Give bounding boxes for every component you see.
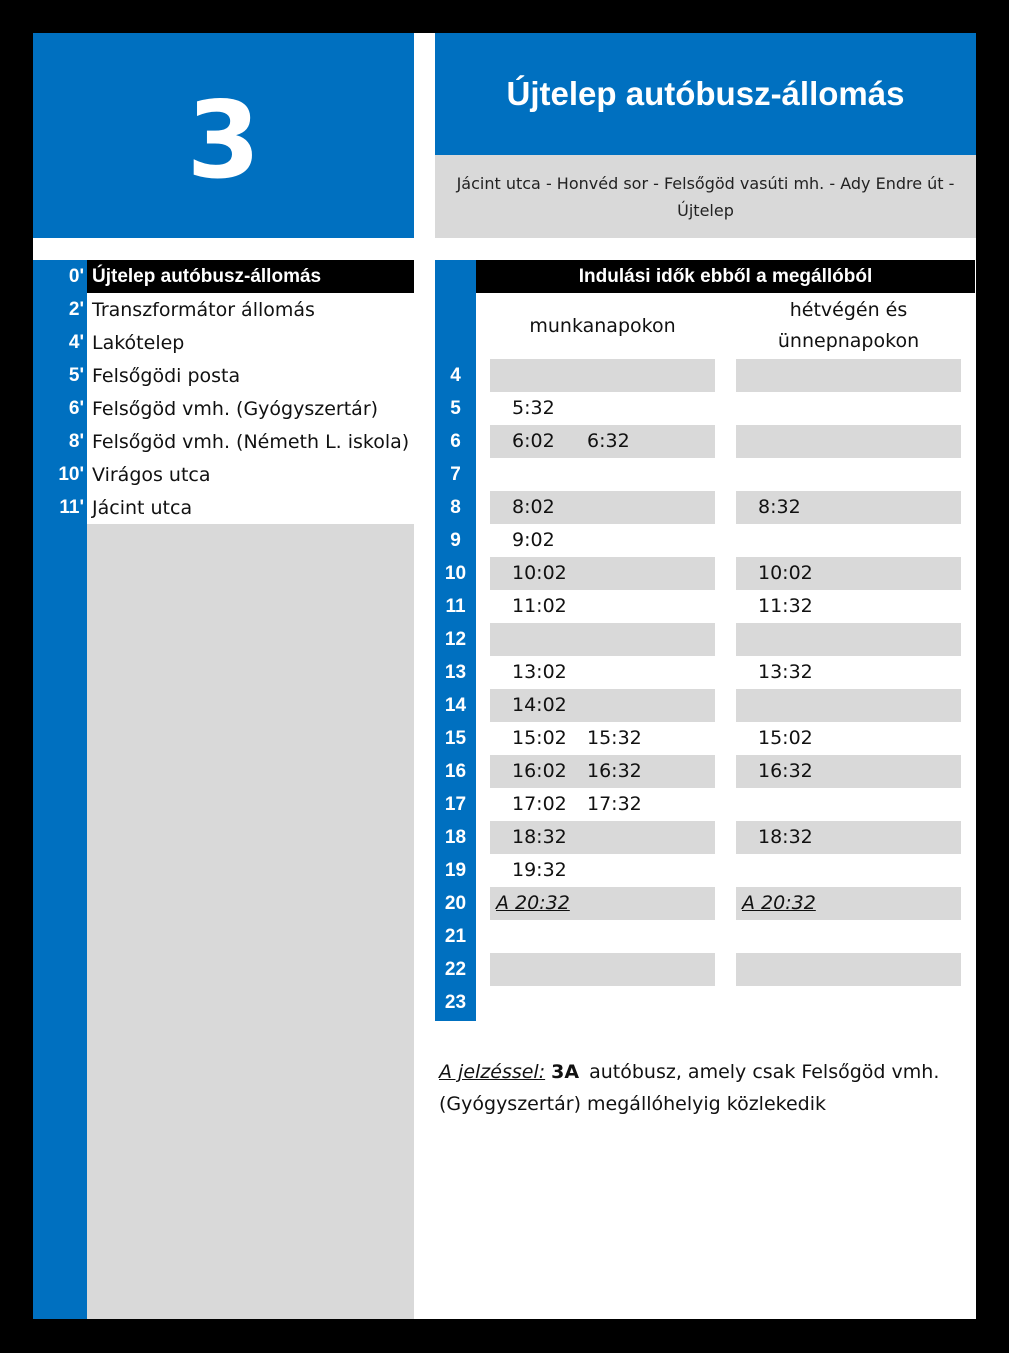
weekend-label-line1: hétvégén és <box>789 299 908 321</box>
timetable-row <box>435 953 975 986</box>
hour-label: 22 <box>444 958 467 980</box>
weekend-cell <box>736 524 961 557</box>
timetable-row <box>435 359 975 392</box>
weekday-cell <box>490 689 715 722</box>
stop-row <box>33 293 414 326</box>
weekend-cell <box>736 359 961 392</box>
weekend-cell <box>736 557 961 590</box>
weekday-cell <box>490 722 715 755</box>
departure-time: 19:32 <box>512 859 567 881</box>
timetable-row <box>435 425 975 458</box>
departure-time: 8:32 <box>758 496 801 518</box>
legend-label: A jelzéssel: <box>439 1061 546 1083</box>
timetable-row <box>435 986 975 1019</box>
terminus-title: Újtelep autóbusz-állomás <box>506 75 905 112</box>
departure-time: 15:02 <box>758 727 813 749</box>
weekday-column-header <box>490 293 715 359</box>
weekend-cell <box>736 887 961 920</box>
departure-time: 15:32 <box>587 727 642 749</box>
stop-name: Felsőgöd vmh. (Gyógyszertár) <box>92 397 379 420</box>
weekend-cell <box>736 623 961 656</box>
departure-time: A 20:32 <box>742 892 816 914</box>
departure-time: 14:02 <box>512 694 567 716</box>
hour-label: 13 <box>444 661 467 683</box>
hour-label: 17 <box>444 793 467 815</box>
hour-label: 20 <box>444 892 467 914</box>
hour-label: 14 <box>444 694 467 716</box>
stops-filler <box>87 524 414 1319</box>
timetable-row <box>435 689 975 722</box>
hour-label: 12 <box>444 628 467 650</box>
weekend-cell <box>736 821 961 854</box>
timetable-row <box>435 854 975 887</box>
departure-time: 17:32 <box>587 793 642 815</box>
weekday-cell <box>490 359 715 392</box>
timetable-row <box>435 590 975 623</box>
timetable-row <box>435 887 975 920</box>
weekend-cell <box>736 689 961 722</box>
stop-name: Transzformátor állomás <box>92 298 315 321</box>
stop-name: Újtelep autóbusz-állomás <box>92 265 322 287</box>
departure-time: 10:02 <box>512 562 567 584</box>
departure-time: 9:02 <box>512 529 555 551</box>
timetable-row <box>435 623 975 656</box>
weekday-cell <box>490 590 715 623</box>
timetable-row <box>435 656 975 689</box>
weekend-cell <box>736 656 961 689</box>
departure-time: 11:32 <box>758 595 813 617</box>
hour-label: 4 <box>450 364 461 386</box>
stop-row <box>33 458 414 491</box>
weekend-cell <box>736 425 961 458</box>
route-number: 3 <box>186 79 261 202</box>
timetable-row <box>435 920 975 953</box>
weekday-cell <box>490 557 715 590</box>
stop-minutes: 6' <box>68 397 84 419</box>
departure-time: 17:02 <box>512 793 567 815</box>
stop-name: Felsőgödi posta <box>92 364 241 387</box>
legend-bus: 3A <box>551 1061 580 1083</box>
departure-time: 13:02 <box>512 661 567 683</box>
weekday-cell <box>490 656 715 689</box>
weekday-cell <box>490 623 715 656</box>
stop-minutes: 10' <box>58 463 84 485</box>
weekday-cell <box>490 821 715 854</box>
timetable-row <box>435 458 975 491</box>
departure-time: 18:32 <box>512 826 567 848</box>
departure-time: 5:32 <box>512 397 555 419</box>
hour-label: 10 <box>444 562 467 584</box>
weekday-cell <box>490 458 715 491</box>
weekday-cell <box>490 986 715 1019</box>
hour-label: 7 <box>450 463 461 485</box>
hour-label: 21 <box>444 925 467 947</box>
stop-minutes: 11' <box>59 496 84 518</box>
departure-time: 13:32 <box>758 661 813 683</box>
timetable-row <box>435 392 975 425</box>
departure-time: 15:02 <box>512 727 567 749</box>
departure-time: 6:02 <box>512 430 555 452</box>
hour-label: 15 <box>444 727 467 749</box>
departure-time: 11:02 <box>512 595 567 617</box>
timetable-row <box>435 491 975 524</box>
stop-name: Lakótelep <box>92 331 185 354</box>
timetable-row <box>435 557 975 590</box>
departure-time: 18:32 <box>758 826 813 848</box>
stop-minutes: 2' <box>68 298 84 320</box>
departure-time: 6:32 <box>587 430 630 452</box>
weekend-cell <box>736 590 961 623</box>
timetable-row <box>435 821 975 854</box>
stop-minutes: 8' <box>68 430 84 452</box>
hour-label: 8 <box>450 496 461 518</box>
weekend-cell <box>736 458 961 491</box>
hour-label: 18 <box>444 826 467 848</box>
departure-time: 10:02 <box>758 562 813 584</box>
weekend-column-header <box>736 293 961 359</box>
timetable-row <box>435 755 975 788</box>
stop-minutes: 0' <box>68 265 84 287</box>
weekend-label <box>778 295 919 357</box>
departure-time: 8:02 <box>512 496 555 518</box>
hour-label: 5 <box>450 397 461 419</box>
weekend-cell <box>736 854 961 887</box>
stop-row <box>33 359 414 392</box>
weekday-cell <box>490 524 715 557</box>
departure-time: 16:02 <box>512 760 567 782</box>
legend-text: autóbusz, amely csak Felsőgöd vmh. (Gyógyszertár) megállóhelyig közlekedik <box>439 1061 940 1115</box>
timetable-row <box>435 722 975 755</box>
hour-label: 9 <box>450 529 461 551</box>
stop-row <box>33 392 414 425</box>
stop-row <box>33 425 414 458</box>
weekday-cell <box>490 425 715 458</box>
weekday-cell <box>490 788 715 821</box>
hour-label: 6 <box>450 430 461 452</box>
weekend-cell <box>736 491 961 524</box>
hour-label: 23 <box>444 991 467 1013</box>
weekend-cell <box>736 755 961 788</box>
hour-label: 19 <box>444 859 467 881</box>
weekday-cell <box>490 887 715 920</box>
stop-row <box>33 260 414 293</box>
stop-minutes: 4' <box>68 331 84 353</box>
weekday-cell <box>490 953 715 986</box>
weekend-cell <box>736 788 961 821</box>
weekend-label-line2: ünnepnapokon <box>777 330 920 352</box>
route-via: Jácint utca - Honvéd sor - Felsőgöd vasúti mh. - Ady Endre út - Újtelep <box>456 173 955 220</box>
weekday-cell <box>490 854 715 887</box>
stop-name: Jácint utca <box>92 496 193 519</box>
terminus-title-box <box>435 33 976 155</box>
weekday-cell <box>490 920 715 953</box>
departure-time: 16:32 <box>758 760 813 782</box>
hour-label: 16 <box>444 760 467 782</box>
departure-time: 16:32 <box>587 760 642 782</box>
weekday-label: munkanapokon <box>529 314 676 337</box>
timetable-row <box>435 788 975 821</box>
stop-row <box>33 326 414 359</box>
stop-name: Virágos utca <box>92 463 211 486</box>
weekday-cell <box>490 755 715 788</box>
legend <box>439 1056 959 1120</box>
stop-row <box>33 491 414 524</box>
stop-name: Felsőgöd vmh. (Németh L. iskola) <box>92 430 410 453</box>
weekend-cell <box>736 986 961 1019</box>
stop-minutes: 5' <box>68 364 84 386</box>
timetable-header: Indulási idők ebből a megállóból <box>476 260 975 293</box>
route-via-box <box>435 155 976 238</box>
weekend-cell <box>736 722 961 755</box>
weekend-cell <box>736 953 961 986</box>
route-number-box <box>33 33 414 238</box>
timetable-row <box>435 524 975 557</box>
weekend-cell <box>736 392 961 425</box>
weekday-cell <box>490 392 715 425</box>
weekend-cell <box>736 920 961 953</box>
weekday-cell <box>490 491 715 524</box>
departure-time: A 20:32 <box>496 892 570 914</box>
hour-label: 11 <box>445 595 466 617</box>
